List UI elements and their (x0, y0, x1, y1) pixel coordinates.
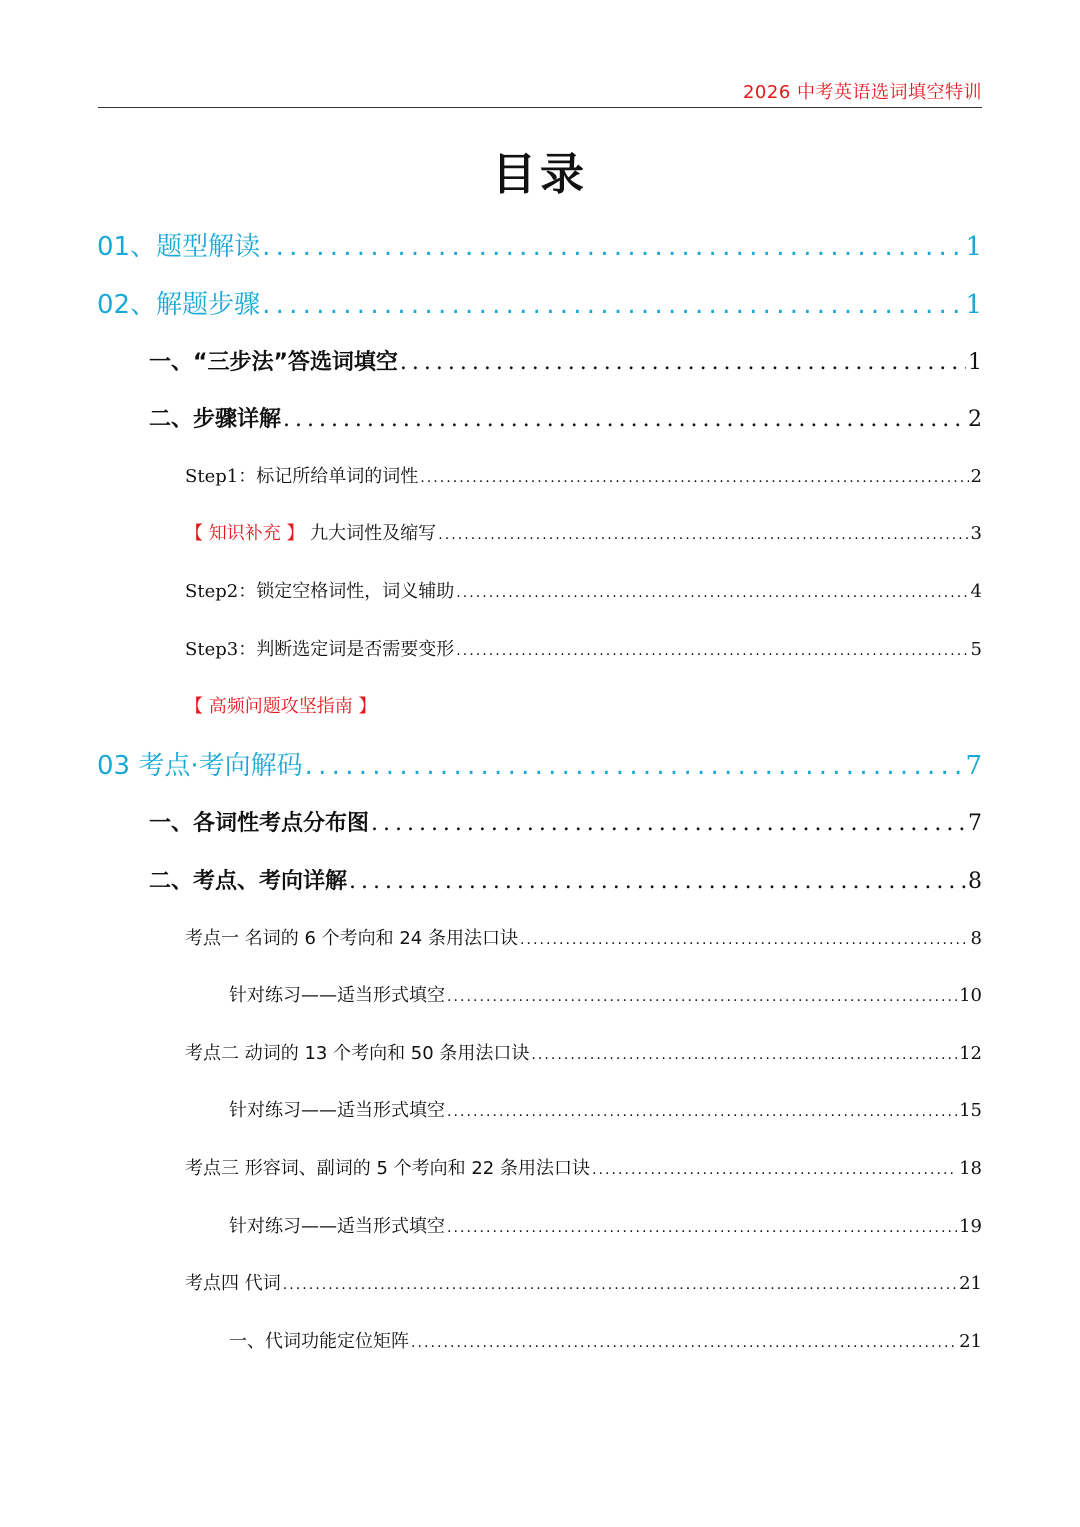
toc-entry-label: 二、考点、考向详解 (149, 869, 348, 894)
toc-entry-label: 针对练习——适当形式填空 (229, 1216, 445, 1237)
step-text: 判断选定词是否需要变形 (256, 639, 455, 660)
toc-page-number: 8 (968, 869, 982, 894)
toc-entry-label: 一、代词功能定位矩阵 (229, 1331, 409, 1352)
toc-entry-03b[interactable] (149, 864, 982, 895)
page-title: 目录 (492, 149, 588, 200)
toc-page-number: 21 (959, 1273, 982, 1294)
toc-entry-01[interactable] (97, 226, 982, 263)
toc-entry-label: 一、“三步法”答选词填空 (149, 350, 398, 375)
toc-page-number: 2 (968, 407, 982, 432)
toc-page-number: 15 (959, 1100, 982, 1121)
toc-page-number: 8 (970, 928, 982, 949)
toc-leader-dots (262, 232, 963, 262)
toc-entry-03a[interactable] (149, 806, 982, 837)
toc-page-number: 21 (959, 1331, 982, 1352)
toc-leader-dots (400, 350, 966, 375)
step-prefix: Step1： (185, 466, 257, 487)
toc-leader-dots (592, 1158, 957, 1179)
toc-entry-label: 针对练习——适当形式填空 (229, 1100, 445, 1121)
toc-entry-kaodian-2[interactable] (185, 1039, 982, 1065)
toc-entry-label: 01、题型解读 (97, 232, 261, 262)
toc-entry-step1[interactable] (185, 462, 982, 488)
toc-entry-step2[interactable] (185, 577, 982, 603)
toc-leader-dots (438, 523, 968, 544)
toc-page-number: 7 (968, 811, 982, 836)
toc-entry-practice-3[interactable] (229, 1212, 982, 1238)
toc-leader-dots (520, 928, 969, 949)
toc-entry-label: 二、步骤详解 (149, 407, 282, 432)
toc-leader-dots (411, 1331, 957, 1352)
toc-page-number: 18 (959, 1158, 982, 1179)
toc-leader-dots (447, 985, 957, 1006)
toc-leader-dots (305, 751, 964, 781)
toc-entry-label: 针对练习——适当形式填空 (229, 985, 445, 1006)
toc-entry-label: 02、解题步骤 (97, 290, 261, 320)
toc-leader-dots (262, 290, 963, 320)
toc-leader-dots (456, 639, 968, 660)
toc-entry-practice-1[interactable] (229, 981, 982, 1007)
toc-entry-kaodian-1[interactable] (185, 924, 982, 950)
toc-leader-dots (420, 466, 968, 487)
toc-entry-03[interactable] (97, 745, 982, 782)
toc-entry-label: 一、各词性考点分布图 (149, 811, 370, 836)
toc-leader-dots (349, 869, 966, 894)
toc-page-number: 7 (965, 751, 982, 781)
toc-leader-dots (283, 1273, 957, 1294)
toc-entry-label: 考点三 形容词、副词的 5 个考向和 22 条用法口诀 (185, 1158, 590, 1179)
toc-page-number: 1 (965, 232, 982, 262)
toc-leader-dots (371, 811, 966, 836)
toc-page-number: 19 (959, 1216, 982, 1237)
toc-entry-label (185, 577, 454, 603)
toc-entry-label (185, 635, 454, 661)
toc-page-number: 12 (959, 1043, 982, 1064)
toc-entry-label: 考点二 动词的 13 个考向和 50 条用法口诀 (185, 1043, 530, 1064)
toc-page-number: 4 (970, 581, 982, 602)
toc-entry-label: 03 考点·考向解码 (97, 751, 303, 781)
header-title: 2026 中考英语选词填空特训 (742, 82, 982, 103)
step-prefix: Step3： (185, 639, 257, 660)
toc-entry-knowledge-supplement[interactable] (185, 519, 982, 545)
toc-entry-faq-guide[interactable]: 【 高频问题攻坚指南 】 (185, 696, 377, 717)
toc-leader-dots (531, 1043, 957, 1064)
step-text: 锁定空格词性，词义辅助 (256, 581, 455, 602)
entry-text: 九大词性及缩写 (304, 523, 437, 544)
toc-entry-practice-2[interactable] (229, 1096, 982, 1122)
toc-page-number: 1 (968, 350, 982, 375)
toc-page-number: 2 (970, 466, 982, 487)
toc-leader-dots (456, 581, 968, 602)
toc-entry-label (185, 462, 418, 488)
toc-entry-pronoun-matrix[interactable] (229, 1327, 982, 1353)
toc-entry-02[interactable] (97, 284, 982, 321)
toc-entry-02b[interactable] (149, 402, 982, 433)
toc-leader-dots (447, 1216, 957, 1237)
toc-entry-kaodian-3[interactable] (185, 1154, 982, 1180)
toc-entry-label: 考点一 名词的 6 个考向和 24 条用法口诀 (185, 928, 518, 949)
step-prefix: Step2： (185, 581, 257, 602)
toc-leader-dots (447, 1100, 957, 1121)
toc-page-number: 1 (965, 290, 982, 320)
toc-entry-label (185, 519, 436, 545)
toc-page-number: 3 (970, 523, 982, 544)
toc-leader-dots (283, 407, 966, 432)
toc-entry-kaodian-4[interactable] (185, 1269, 982, 1295)
toc-page-number: 10 (959, 985, 982, 1006)
toc-entry-step3[interactable] (185, 635, 982, 661)
step-text: 标记所给单词的词性 (256, 466, 419, 487)
knowledge-tag: 【 知识补充 】 (185, 523, 305, 544)
toc-entry-label: 考点四 代词 (185, 1273, 281, 1294)
toc-page-number: 5 (970, 639, 982, 660)
toc-entry-02a[interactable] (149, 345, 982, 376)
